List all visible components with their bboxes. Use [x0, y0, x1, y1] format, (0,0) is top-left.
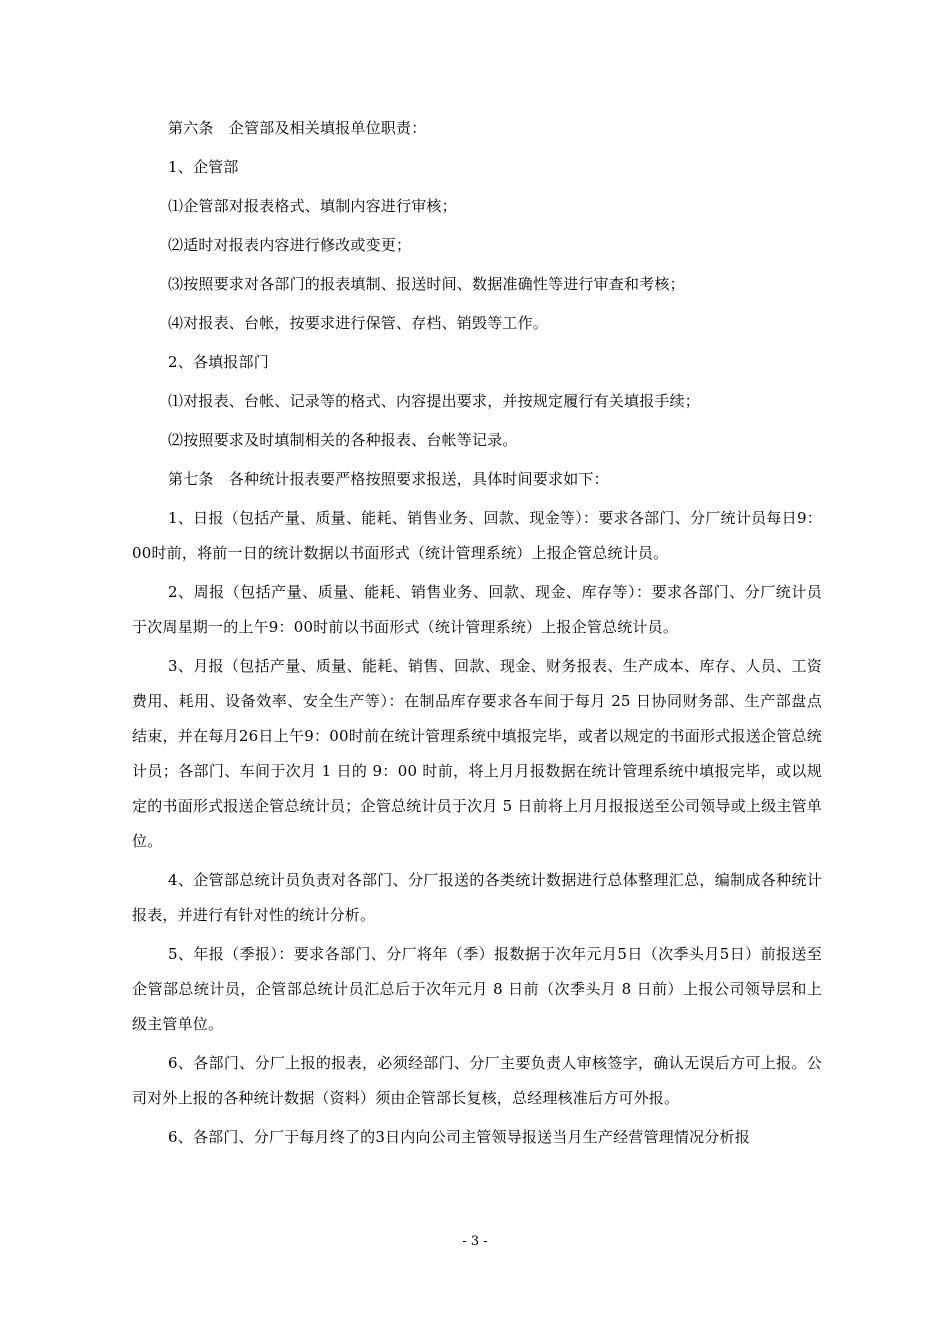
section-reporting-depts: 2、各填报部门	[168, 353, 269, 371]
weekly-report-paragraph: 2、周报（包括产量、质量、能耗、销售业务、回款、现金、库存等）：要求各部门、分厂统计员于次周星期一的上午9：00时前以书面形式（统计管理系统）上报企管总统计员。	[132, 583, 822, 636]
section-enterprise-dept: 1、企管部	[168, 158, 239, 176]
article-7-heading: 第七条 各种统计报表要严格按照要求报送，具体时间要求如下：	[168, 470, 609, 488]
list-item: ⑷对报表、台帐，按要求进行保管、存档、销毁等工作。	[168, 314, 549, 332]
summary-paragraph: 4、企管部总统计员负责对各部门、分厂报送的各类统计数据进行总体整理汇总，编制成各种统计报表，并进行有针对性的统计分析。	[132, 871, 822, 924]
list-item: ⑴对报表、台帐、记录等的格式、内容提出要求，并按规定履行有关填报手续；	[168, 392, 701, 410]
list-item: ⑶按照要求对各部门的报表填制、报送时间、数据准确性等进行审查和考核；	[168, 275, 685, 293]
annual-report-paragraph: 5、年报（季报）：要求各部门、分厂将年（季）报数据于次年元月5日（次季头月5日）前报送至企管部总统计员，企管部总统计员汇总后于次年元月 8 日前（次季头月 8 日前）上报公司领导层和上级主管单位。	[132, 945, 822, 1033]
document-body	[132, 111, 822, 1155]
list-item: ⑵适时对报表内容进行修改或变更；	[168, 236, 412, 254]
list-item: ⑴企管部对报表格式、填制内容进行审核；	[168, 197, 457, 215]
list-item: ⑵按照要求及时填制相关的各种报表、台帐等记录。	[168, 431, 518, 449]
monthly-report-paragraph: 3、月报（包括产量、质量、能耗、销售、回款、现金、财务报表、生产成本、库存、人员、工资费用、耗用、设备效率、安全生产等）：在制品库存要求各车间于每月 25 日协同财务部、生产部盘点结束，并在每月26日上午9：00时前在统计管理系统中填报完毕，或者以规定的书面形式报送企管总统计员；各部门、车间于次月 1 日的 9：00 时前，将上月月报数据在统计管理系统中填报完毕，或以规定的书面形式报送企管总统计员；企管总统计员于次月 5 日前将上月月报报送至公司领导或上级主管单位。	[132, 657, 822, 850]
article-6-heading: 第六条 企管部及相关填报单位职责：	[168, 119, 427, 137]
page-number: - 3 -	[462, 1234, 488, 1249]
approval-paragraph: 6、各部门、分厂上报的报表，必须经部门、分厂主要负责人审核签字，确认无误后方可上报。公司对外上报的各种统计数据（资料）须由企管部长复核，总经理核准后方可外报。	[132, 1054, 822, 1107]
monthly-analysis-paragraph: 6、各部门、分厂于每月终了的3日内向公司主管领导报送当月生产经营管理情况分析报	[168, 1128, 750, 1146]
daily-report-paragraph: 1、日报（包括产量、质量、能耗、销售业务、回款、现金等）：要求各部门、分厂统计员每日9：00时前，将前一日的统计数据以书面形式（统计管理系统）上报企管总统计员。	[132, 509, 822, 562]
